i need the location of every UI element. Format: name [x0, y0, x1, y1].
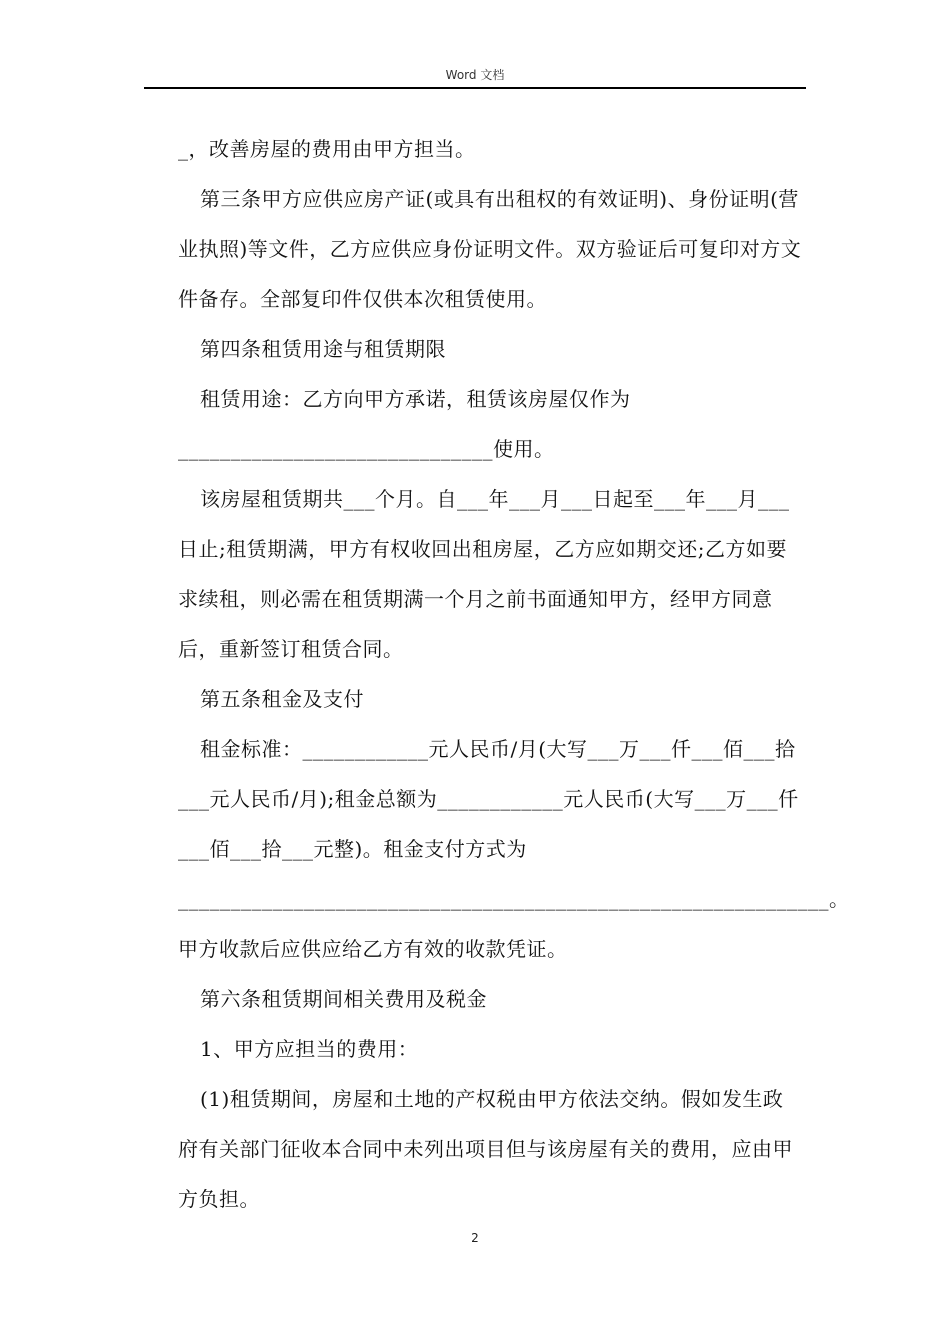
paragraph-1: _，改善房屋的费用由甲方担当。 — [178, 137, 476, 161]
page-header: Word 文档 — [445, 68, 505, 82]
document-body — [178, 124, 850, 1224]
paragraph-purpose: 租赁用途：乙方向甲方承诺，租赁该房屋仅作为______________________________使用。 — [178, 387, 631, 461]
paragraph-2: 第三条甲方应供应房产证(或具有出租权的有效证明)、身份证明(营业执照)等文件，乙方应供应身份证明文件。双方验证后可复印对方文件备存。全部复印件仅供本次租赁使用。 — [178, 187, 802, 311]
page-number: 2 — [471, 1231, 479, 1245]
paragraph-list-1-1: (1)租赁期间，房屋和土地的产权税由甲方依法交纳。假如发生政府有关部门征收本合同中未列出项目但与该房屋有关的费用，应由甲方负担。 — [178, 1087, 793, 1211]
paragraph-rent: 租金标准：____________元人民币/月(大写___万___仟___佰___拾___元人民币/月);租金总额为____________元人民币(大写___万___仟___佰___拾___元整)。租金支付方式为______________________________________________________________。甲方收款后应供应给乙方有效的收款凭证。 — [178, 737, 850, 961]
paragraph-term: 该房屋租赁期共___个月。自___年___月___日起至___年___月___日止;租赁期满，甲方有权收回出租房屋，乙方应如期交还;乙方如要求续租，则必需在租赁期满一个月之前书面通知甲方，经甲方同意后，重新签订租赁合同。 — [178, 487, 790, 661]
section-heading-5: 第五条租金及支付 — [200, 687, 364, 711]
header-divider — [144, 87, 806, 89]
section-heading-4: 第四条租赁用途与租赁期限 — [200, 337, 446, 361]
section-heading-6: 第六条租赁期间相关费用及税金 — [200, 987, 487, 1011]
paragraph-list-1: 1、甲方应担当的费用： — [200, 1037, 419, 1061]
